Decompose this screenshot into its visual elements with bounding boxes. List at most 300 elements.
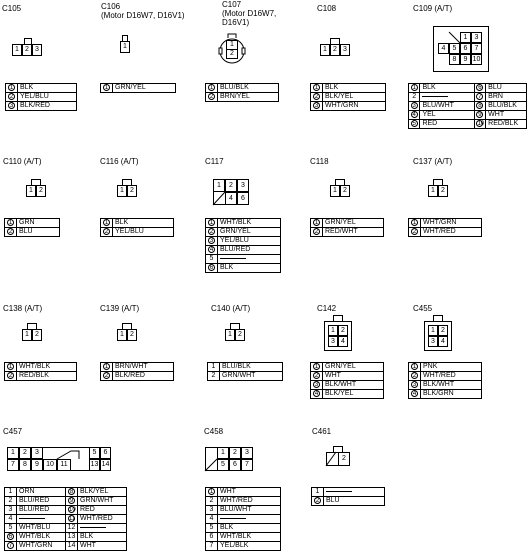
pin-cavity: 2 xyxy=(32,329,42,341)
pin-row xyxy=(6,102,77,111)
pin-number xyxy=(409,102,420,111)
wire-color: WHT/RED xyxy=(78,515,127,524)
pin-number-circled: 7 xyxy=(478,94,482,100)
pin-row xyxy=(409,381,482,390)
wire-color: RED/WHT xyxy=(323,228,384,237)
pin-cavity: 1 xyxy=(320,44,330,56)
pin-row xyxy=(206,488,281,497)
title-line: C107 xyxy=(222,0,242,9)
pin-row xyxy=(5,533,127,542)
pin-cavity: 1 xyxy=(213,179,225,192)
pin-number-circled: 10 xyxy=(477,121,485,127)
pin-number-circled: 9 xyxy=(478,112,482,118)
wire-color: RED xyxy=(420,120,474,129)
wire-color: ORN xyxy=(17,488,66,497)
title-line: C137 (A/T) xyxy=(413,157,453,166)
pin-number xyxy=(5,372,17,381)
pin-row xyxy=(208,363,283,372)
wire-color: YEL/BLU xyxy=(113,228,174,237)
pin-number xyxy=(474,111,485,120)
pin-number xyxy=(66,488,78,497)
pin-number-circled: 6 xyxy=(8,534,13,540)
pin-number-circled: 3 xyxy=(314,382,319,388)
pin-row xyxy=(409,372,482,381)
wire-color: BLK/GRN xyxy=(421,390,482,399)
title-line: C117 xyxy=(205,157,224,166)
pin-color-table xyxy=(310,218,384,237)
wire-color xyxy=(218,255,281,264)
pin-cavity: 3 xyxy=(237,179,249,192)
pin-number-circled: 1 xyxy=(314,220,319,226)
pin-color-table xyxy=(100,83,176,93)
pin-number-circled: 2 xyxy=(104,229,109,235)
wire-color: RED xyxy=(78,506,127,515)
pin-row xyxy=(206,524,281,533)
pin-cavity: 2 xyxy=(225,179,237,192)
pin-number-circled: 8 xyxy=(69,489,74,495)
connector-title xyxy=(101,2,185,20)
pin-number-circled: 8 xyxy=(478,103,482,109)
wire-color: WHT/RED xyxy=(421,228,482,237)
pin-row xyxy=(208,372,283,381)
pin-row xyxy=(312,497,385,506)
connector-title xyxy=(317,304,336,313)
wire-color: BLK/YEL xyxy=(78,488,127,497)
pin-color-table xyxy=(408,218,482,237)
wire-color: BLK xyxy=(420,84,474,93)
pin-number-circled: 1 xyxy=(209,85,214,91)
pin-row xyxy=(206,237,281,246)
pin-number xyxy=(474,84,485,93)
pin-cavity: 1 xyxy=(428,185,438,197)
pin-cavity: 1 xyxy=(117,329,127,341)
pin-cavity: 2 xyxy=(36,185,46,197)
wire-color: BLK/WHT xyxy=(421,381,482,390)
pin-number-circled: 2 xyxy=(104,373,109,379)
pin-number xyxy=(312,497,324,506)
pin-row xyxy=(101,372,174,381)
pin-number: 2 xyxy=(208,372,220,381)
pin-number-circled: 2 xyxy=(314,94,319,100)
wire-color: BLU xyxy=(324,497,385,506)
wire-color: WHT/BLK xyxy=(17,363,77,372)
pin-number: 1 xyxy=(208,363,220,372)
pin-cavity: 13 xyxy=(89,459,100,471)
pin-number xyxy=(311,372,323,381)
pin-cavity: 1 xyxy=(26,185,36,197)
wire-color: YEL/BLK xyxy=(218,542,281,551)
pin-number xyxy=(6,93,18,102)
pin-color-table xyxy=(100,218,174,237)
wire-color: WHT xyxy=(323,372,384,381)
blank-cavity-mark xyxy=(433,26,434,27)
pin-row xyxy=(5,497,127,506)
pin-row xyxy=(101,84,176,93)
pin-row xyxy=(311,228,384,237)
wire-color: BLU/WHT xyxy=(420,102,474,111)
title-line: D16V1) xyxy=(222,18,250,27)
wire-color: BLU/RED xyxy=(218,246,281,255)
pin-cavity: 2 xyxy=(438,185,448,197)
wire-color: GRN/WHT xyxy=(78,497,127,506)
title-line: C142 xyxy=(317,304,337,313)
pin-row xyxy=(5,524,127,533)
pin-color-table xyxy=(205,487,281,551)
pin-row xyxy=(6,93,77,102)
pin-cavity: 1 xyxy=(226,40,238,50)
title-line: C116 (A/T) xyxy=(100,157,139,166)
pin-number xyxy=(409,111,420,120)
pin-cavity: 2 xyxy=(127,185,137,197)
pin-color-table xyxy=(408,83,527,129)
blank-cavity-mark xyxy=(213,179,214,180)
wire-color: WHT/GRN xyxy=(421,219,482,228)
wire-color: GRN/YEL xyxy=(323,363,384,372)
pin-cavity: 5 xyxy=(449,43,460,54)
pin-row xyxy=(206,533,281,542)
wire-color: BLU/BLK xyxy=(220,363,283,372)
pin-number xyxy=(5,542,17,551)
pin-number-circled: 2 xyxy=(412,229,417,235)
connector-title xyxy=(204,427,223,436)
wire-color: GRN/WHT xyxy=(220,372,283,381)
wire-color: WHT/RED xyxy=(218,497,281,506)
pin-number-circled: 3 xyxy=(209,238,214,244)
pin-number: 2 xyxy=(409,93,420,102)
pin-row xyxy=(5,228,60,237)
wire-color: BLK/RED xyxy=(18,102,77,111)
connector-title xyxy=(100,304,139,313)
title-line: C140 (A/T) xyxy=(211,304,251,313)
title-line: C455 xyxy=(413,304,433,313)
pin-number-circled: 3 xyxy=(9,103,14,109)
pin-number: 5 xyxy=(206,524,218,533)
pin-cavity: 14 xyxy=(100,459,111,471)
pin-number xyxy=(474,120,485,129)
pin-row xyxy=(101,363,174,372)
pin-number-circled: 7 xyxy=(8,543,13,549)
pin-cavity: 1 xyxy=(460,32,471,43)
blank-cavity-mark xyxy=(205,447,206,448)
pin-row xyxy=(5,363,77,372)
wire-color: BLK xyxy=(18,84,77,93)
wire-color: BLU/RED xyxy=(17,497,66,506)
pin-number xyxy=(311,363,323,372)
pin-number: 3 xyxy=(206,506,218,515)
pin-cavity: 3 xyxy=(328,336,338,347)
pin-number-circled: 1 xyxy=(8,364,13,370)
connector-title xyxy=(222,0,276,27)
no-wire-dash xyxy=(19,518,45,519)
pin-number xyxy=(6,84,18,93)
pin-number-circled: 2 xyxy=(209,94,214,100)
pin-row xyxy=(6,84,77,93)
pin-number xyxy=(206,219,218,228)
pin-number-circled: 2 xyxy=(314,373,319,379)
pin-cavity: 9 xyxy=(460,54,471,65)
title-line: C110 (A/T) xyxy=(3,157,42,166)
pin-row xyxy=(409,228,482,237)
connector-title xyxy=(413,157,452,166)
pin-row xyxy=(409,363,482,372)
pin-cavity: 1 xyxy=(7,447,19,459)
wire-color: WHT xyxy=(486,111,527,120)
connector-title xyxy=(317,4,336,13)
pin-cavity: 1 xyxy=(328,325,338,336)
pin-row xyxy=(409,390,482,399)
pin-row xyxy=(409,102,527,111)
wire-color xyxy=(218,515,281,524)
pin-row xyxy=(311,102,386,111)
pin-row xyxy=(409,120,527,129)
connector-title xyxy=(3,304,42,313)
pin-color-table xyxy=(408,362,482,399)
pin-number xyxy=(66,497,78,506)
pin-cavity: 2 xyxy=(22,44,32,56)
pin-number: 4 xyxy=(206,515,218,524)
wire-color: GRN/YEL xyxy=(113,84,176,93)
pin-number xyxy=(409,372,421,381)
pin-cavity: 6 xyxy=(237,192,249,205)
pin-number xyxy=(66,506,78,515)
pin-color-table xyxy=(310,83,386,111)
pin-cavity: 6 xyxy=(460,43,471,54)
title-line: C105 xyxy=(2,4,22,13)
wire-color: BLK xyxy=(78,533,127,542)
pin-color-table xyxy=(100,362,174,381)
pin-color-table xyxy=(207,362,283,381)
pin-number-circled: 1 xyxy=(104,85,109,91)
pin-number-circled: 6 xyxy=(478,85,482,91)
pin-row xyxy=(206,264,281,273)
pin-row xyxy=(206,246,281,255)
wire-color: WHT/RED xyxy=(421,372,482,381)
pin-cavity: 1 xyxy=(217,447,229,459)
pin-cavity: 1 xyxy=(428,325,438,336)
wire-color xyxy=(420,93,474,102)
pin-number xyxy=(101,84,113,93)
connector-title xyxy=(205,157,224,166)
wire-color: BLK/YEL xyxy=(323,390,384,399)
pin-number xyxy=(5,363,17,372)
pin-number-circled: 1 xyxy=(412,364,417,370)
pin-cavity: 1 xyxy=(22,329,32,341)
wire-color: BLU/RED xyxy=(17,506,66,515)
pin-number xyxy=(409,381,421,390)
wire-color: BLU xyxy=(486,84,527,93)
pin-cavity: 1 xyxy=(225,329,235,341)
pin-color-table xyxy=(311,487,385,506)
pin-number xyxy=(6,102,18,111)
wire-color: WHT xyxy=(218,488,281,497)
wire-color: YEL/BLU xyxy=(18,93,77,102)
wire-color: WHT/BLU xyxy=(17,524,66,533)
pin-row xyxy=(206,542,281,551)
pin-row xyxy=(311,390,384,399)
title-line: C461 xyxy=(312,427,332,436)
wire-color: GRN xyxy=(17,219,60,228)
wire-color: BRN/YEL xyxy=(218,93,279,102)
pin-number xyxy=(409,84,420,93)
pin-cavity: 9 xyxy=(31,459,43,471)
no-wire-dash xyxy=(326,491,352,492)
pin-number xyxy=(409,228,421,237)
pin-row xyxy=(409,111,527,120)
pin-number-circled: 3 xyxy=(412,382,417,388)
pin-cavity: 3 xyxy=(241,447,253,459)
pin-number-circled: 1 xyxy=(104,364,109,370)
wire-color: BLU/WHT xyxy=(218,506,281,515)
pin-row xyxy=(311,84,386,93)
pin-number: 1 xyxy=(312,488,324,497)
wire-color: BLK/RED xyxy=(113,372,174,381)
pin-row xyxy=(206,84,279,93)
pin-number-circled: 4 xyxy=(209,247,214,253)
connector-title xyxy=(3,427,22,436)
pin-number-circled: 1 xyxy=(8,220,13,226)
title-line: C458 xyxy=(204,427,224,436)
connector-title xyxy=(211,304,250,313)
wire-color: BRN/WHT xyxy=(113,363,174,372)
pin-cavity: 2 xyxy=(438,325,448,336)
pin-number xyxy=(66,515,78,524)
pin-row xyxy=(409,93,527,102)
wire-color: BLK/WHT xyxy=(323,381,384,390)
wire-color: BRN xyxy=(486,93,527,102)
title-line: C457 xyxy=(3,427,23,436)
no-wire-dash xyxy=(220,518,246,519)
pin-cavity: 7 xyxy=(7,459,19,471)
pin-number-circled: 2 xyxy=(412,373,417,379)
pin-cavity: 2 xyxy=(229,447,241,459)
pin-row xyxy=(311,93,386,102)
pin-row xyxy=(206,506,281,515)
pin-cavity: 1 xyxy=(12,44,22,56)
pin-number: 3 xyxy=(5,506,17,515)
pin-number-circled: 6 xyxy=(209,265,214,271)
title-line: C118 xyxy=(310,157,329,166)
pin-cavity: 2 xyxy=(127,329,137,341)
no-wire-dash xyxy=(220,258,246,259)
pin-number xyxy=(101,372,113,381)
pin-number-circled: 1 xyxy=(314,364,319,370)
pin-cavity: 1 xyxy=(330,185,340,197)
pin-number: 5 xyxy=(206,255,218,264)
wire-color: BLU/BLK xyxy=(218,84,279,93)
pin-number xyxy=(409,120,420,129)
pin-color-table xyxy=(4,487,127,551)
pin-cavity: 1 xyxy=(120,41,130,53)
pin-row xyxy=(5,542,127,551)
pin-cavity: 7 xyxy=(471,43,482,54)
wire-color: BLK xyxy=(323,84,386,93)
pin-row xyxy=(311,372,384,381)
pin-number xyxy=(409,390,421,399)
wire-color: GRN/YEL xyxy=(218,228,281,237)
pin-number-circled: 1 xyxy=(314,85,319,91)
pin-cavity: 6 xyxy=(100,447,111,459)
connector-title xyxy=(2,4,21,13)
connector-title xyxy=(310,157,329,166)
pin-cavity: 4 xyxy=(438,43,449,54)
pin-number xyxy=(311,390,323,399)
pin-cavity: 2 xyxy=(330,44,340,56)
wire-color: RED/BLK xyxy=(486,120,527,129)
pin-row xyxy=(5,219,60,228)
pin-number xyxy=(311,93,323,102)
pin-number: 7 xyxy=(206,542,218,551)
wire-color: BLK/YEL xyxy=(323,93,386,102)
pin-number xyxy=(474,102,485,111)
wire-color xyxy=(324,488,385,497)
pin-cavity: 3 xyxy=(471,32,482,43)
wire-color: PNK xyxy=(421,363,482,372)
pin-cavity: 8 xyxy=(449,54,460,65)
pin-number-circled: 1 xyxy=(412,85,416,91)
pin-cavity: 4 xyxy=(438,336,448,347)
pin-row xyxy=(101,228,174,237)
pin-number-circled: 4 xyxy=(412,112,416,118)
wire-color: WHT/BLK xyxy=(218,219,281,228)
pin-cavity: 4 xyxy=(225,192,237,205)
pin-number xyxy=(474,93,485,102)
wire-color: WHT/BLK xyxy=(218,533,281,542)
pin-number: 14 xyxy=(66,542,78,551)
wire-color: RED/BLK xyxy=(17,372,77,381)
connector-title xyxy=(3,157,42,166)
wire-color: WHT/GRN xyxy=(323,102,386,111)
pin-number-circled: 1 xyxy=(412,220,417,226)
pin-number xyxy=(311,219,323,228)
pin-number xyxy=(101,228,113,237)
pin-number xyxy=(206,228,218,237)
wire-color xyxy=(78,524,127,533)
pin-row xyxy=(5,506,127,515)
pin-color-table xyxy=(205,83,279,102)
pin-cavity: 2 xyxy=(338,325,348,336)
pin-cavity: 2 xyxy=(338,452,350,466)
pin-cavity: 10 xyxy=(43,459,57,471)
pin-row xyxy=(206,228,281,237)
pin-number xyxy=(101,363,113,372)
wire-color: BLK xyxy=(218,264,281,273)
pin-number xyxy=(311,381,323,390)
pin-row xyxy=(312,488,385,497)
pin-number: 12 xyxy=(66,524,78,533)
pin-number-circled: 11 xyxy=(69,516,76,522)
pin-color-table xyxy=(5,83,77,111)
pin-number-circled: 1 xyxy=(9,85,14,91)
pin-number-circled: 1 xyxy=(104,220,109,226)
title-line: C106 xyxy=(101,2,121,11)
pin-cavity: 4 xyxy=(338,336,348,347)
pin-number xyxy=(5,219,17,228)
pin-color-table xyxy=(4,218,60,237)
title-line: (Motor D16W7, xyxy=(222,9,277,18)
pin-cavity: 7 xyxy=(241,459,253,471)
pin-row xyxy=(5,372,77,381)
pin-number: 4 xyxy=(5,515,17,524)
pin-row xyxy=(206,515,281,524)
pin-number xyxy=(206,488,218,497)
pin-number-circled: 2 xyxy=(209,229,214,235)
pin-number: 6 xyxy=(206,533,218,542)
pin-cavity: 3 xyxy=(340,44,350,56)
pin-number-circled: 4 xyxy=(314,391,319,397)
pin-number-circled: 4 xyxy=(412,391,417,397)
title-line: (Motor D16W7, D16V1) xyxy=(101,11,185,20)
pin-number-circled: 9 xyxy=(69,498,74,504)
